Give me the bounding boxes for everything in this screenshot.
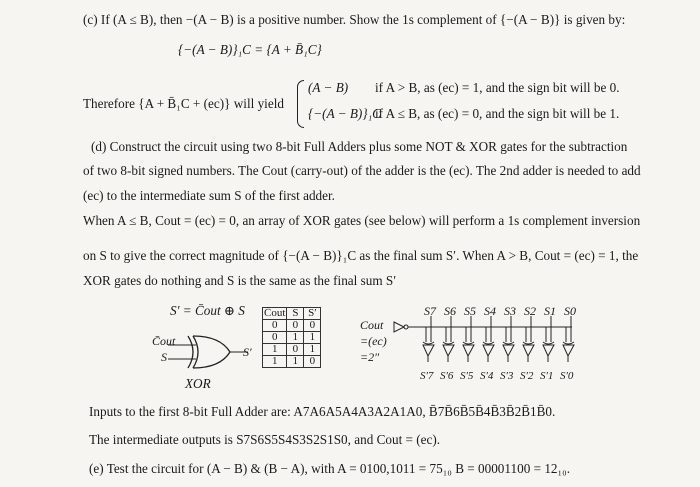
part-d-line4: When A ≤ B, Cout = (ec) = 0, an array of XOR gates (see below) will perform a 1s complement inversion (83, 213, 641, 228)
c-identity: {−(A − B)}₁C = {A + B̄₁C} (178, 42, 322, 57)
part-d-line2: of two 8-bit signed numbers. The Cout (carry-out) of the adder is the (ec). The 2nd adder is needed to add (83, 163, 641, 178)
therefore-label: Therefore {A + B̄₁C + (ec)} will yield (83, 96, 284, 111)
s-input-label: S7 (424, 304, 436, 318)
cell: 1 (263, 356, 287, 368)
header-cell: S′ (304, 308, 321, 320)
cell: 1 (304, 332, 321, 344)
s-input-label: S0 (564, 304, 576, 318)
s-input-label: S5 (464, 304, 476, 318)
part-d-line5: on S to give the correct magnitude of {−(A − B)}₁C as the final sum S′. When A > B, Cout = (ec) = 1, the (83, 248, 639, 263)
header-cell: C̄out (264, 307, 286, 319)
cell: 0 (287, 320, 304, 332)
part-d-line1: (d) Construct the circuit using two 8-bit Full Adders plus some NOT & XOR gates for the subtraction (91, 139, 628, 154)
s-input-label: S3 (504, 304, 516, 318)
cout-label: Cout (360, 318, 384, 332)
s-input-label: S1 (544, 304, 556, 318)
s-input-label: S6 (444, 304, 456, 318)
table-row (263, 356, 321, 368)
xor-label: XOR (185, 376, 211, 391)
case2-expr: {−(A − B)}₁C (308, 106, 381, 121)
truth-table-header (263, 308, 321, 320)
table-row (263, 344, 321, 356)
case1-expr: (A − B) (308, 80, 349, 95)
inputs-line: Inputs to the first 8-bit Full Adder are: A7A6A5A4A3A2A1A0, B̄7B̄6B̄5B̄4B̄3B̄2B̄1B̄0. (89, 404, 556, 419)
part-c-intro: (c) If (A ≤ B), then −(A − B) is a positive number. Show the 1s complement of {−(A − B)} is given by: (83, 12, 626, 27)
cell: 1 (287, 332, 304, 344)
s-prime-output-label: S′1 (540, 370, 554, 382)
cell: 1 (304, 344, 321, 356)
cell: 0 (304, 320, 321, 332)
table-row (263, 332, 321, 344)
s-input-label: S4 (484, 304, 496, 318)
part-d-line6: XOR gates do nothing and S is the same as the final sum S′ (83, 273, 397, 288)
gate-input-s: S (161, 350, 167, 364)
gate-output-s-prime: S′ (243, 345, 252, 359)
gate-input-cout: C̄out (152, 334, 176, 348)
part-d-line3: (ec) to the intermediate sum S of the first adder. (83, 188, 335, 203)
s-prime-output-label: S′3 (500, 370, 514, 382)
second-adder-label: =2″ (360, 350, 380, 364)
cell: 0 (263, 320, 287, 332)
case1-condition: if A > B, as (ec) = 1, and the sign bit will be 0. (375, 80, 620, 95)
cell: 0 (263, 332, 287, 344)
intermediate-line: The intermediate outputs is S7S6S5S4S3S2S1S0, and Cout = (ec). (89, 432, 441, 447)
cell: 1 (263, 344, 287, 356)
header-cell: S (287, 308, 304, 320)
part-e-line: (e) Test the circuit for (A − B) & (B − A), with A = 0100,1011 = 75₁₀ B = 00001100 = 12₁₀. (89, 461, 570, 476)
s-prime-output-label: S′4 (480, 370, 494, 382)
s-prime-output-label: S′0 (560, 370, 574, 382)
table-row (263, 320, 321, 332)
s-prime-output-label: S′7 (420, 370, 434, 382)
cases-brace (297, 80, 304, 128)
cell: 1 (287, 356, 304, 368)
s-prime-output-label: S′2 (520, 370, 534, 382)
cell: 0 (287, 344, 304, 356)
cell: 0 (304, 356, 321, 368)
xor-equation: S′ = C̄out ⊕ S (170, 303, 245, 318)
s-prime-output-label: S′6 (440, 370, 454, 382)
s-prime-output-label: S′5 (460, 370, 474, 382)
xor-truth-table (262, 307, 321, 368)
case2-condition: if A ≤ B, as (ec) = 0, and the sign bit will be 1. (375, 106, 620, 121)
ec-label: =(ec) (360, 334, 387, 348)
s-input-label: S2 (524, 304, 536, 318)
